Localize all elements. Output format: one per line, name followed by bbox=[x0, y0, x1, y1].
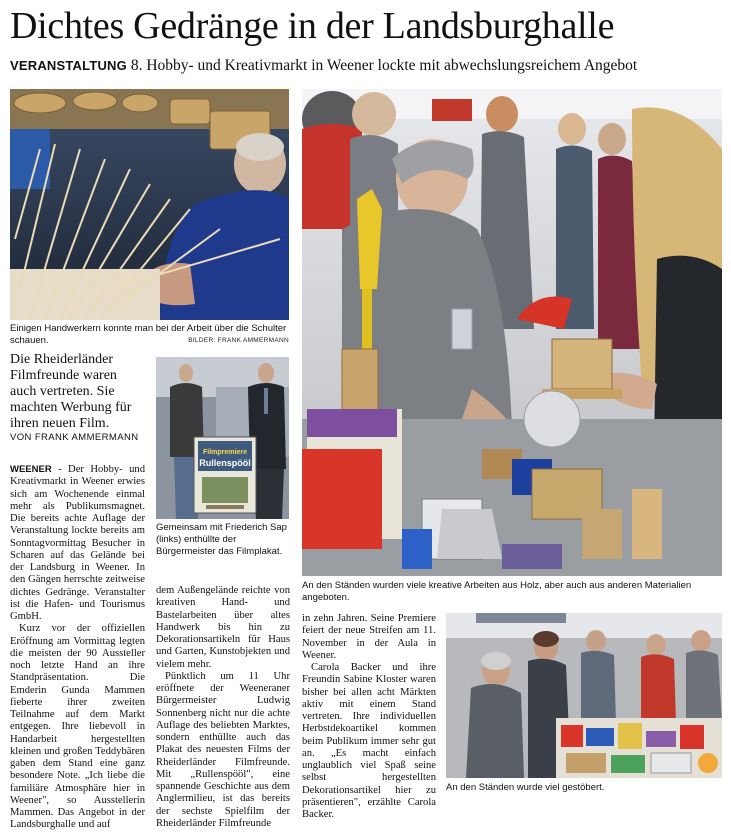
stands-photo bbox=[302, 89, 722, 576]
poster-photo bbox=[156, 357, 289, 519]
craftsman-photo bbox=[10, 89, 289, 320]
column-1-paragraph-1-text: - Der Hobby- und Kreativmarkt in Weener erwies sich am Wochenende einmal mehr als Publikumsmagnet. Die bereits achte Auflage der Veranstaltung lockte bereits am Sonntagvormittag Besucher in Scharen auf das Gelände bei der Landsburg in Weener. In den Gängen herrschte zeitweise dichtes Gedränge. Veranstalter ist die Hafen- und Tourismus GmbH. bbox=[10, 464, 145, 622]
article-intro: Die Rheiderländer Filmfreunde waren auch vertreten. Sie machten Werbung für ihren neuen Film. bbox=[10, 352, 132, 431]
poster-name-text: Rullenspööl bbox=[199, 458, 251, 468]
column-2-paragraph-2: Pünktlich um 11 Uhr eröffnete der Weeneraner Bürgermeister Ludwig Sonnenberg nicht nur die achte Auflage des beliebten Marktes, sondern enthüllte auch das Plakat des neuesten Films der Rheiderländer Filmfreunde. Mit „Rullenspööl", eine spannende Geschichte aus dem Anglermilieu, ist das bereits der sechste Spielfilm der Rheiderländer Filmfreunde bbox=[156, 670, 290, 829]
poster-caption: Gemeinsam mit Friederich Sap (links) enthüllte der Bürgermeister das Filmplakat. bbox=[156, 522, 287, 557]
article-column-1 bbox=[10, 464, 145, 832]
stands-caption: An den Ständen wurden viele kreative Arbeiten aus Holz, aber auch aus anderen Materialien angeboten. bbox=[302, 580, 692, 603]
article-column-2 bbox=[156, 585, 290, 830]
kicker-text: 8. Hobby- und Kreativmarkt in Weener lockte mit abwechslungsreichem Angebot bbox=[130, 57, 638, 74]
craftsman-caption: Einigen Handwerkern konnte man bei der Arbeit über die Schulter schauen. bbox=[10, 323, 287, 346]
photo-credit: BILDER: FRANK AMMERMANN bbox=[188, 337, 289, 344]
browsing-photo bbox=[446, 613, 722, 778]
column-3-paragraph-1: in zehn Jahren. Seine Premiere feiert der neue Streifen am 11. November in der Aula in Weener. bbox=[302, 613, 436, 661]
byline: VON FRANK AMMERMANN bbox=[10, 432, 139, 443]
column-3-paragraph-2: Carola Backer und ihre Freundin Sabine Kloster waren bisher bei allen acht Märkten aktiv mit einem Stand vertreten. Ihre individuellen Herbstdekoartikel kommen beim Publikum immer sehr gut an. „Es macht einfach unglaublich viel Spaß seine selbst hergestellten Dekorationsartikel hier zu präsentieren", erzählte Carola Backer. bbox=[302, 662, 436, 820]
kicker bbox=[10, 56, 722, 76]
article-column-3 bbox=[302, 613, 436, 821]
column-2-paragraph-1: dem Außengelände reichte von kreativen Hand- und Bastelarbeiten über altes Handwerk bis hin zu Dekorationsartikeln für Haus und Garten, Kunstobjekten und vielem mehr. bbox=[156, 585, 290, 670]
dateline: WEENER bbox=[10, 464, 52, 475]
browsing-caption: An den Ständen wurde viel gestöbert. bbox=[446, 782, 605, 793]
column-1-paragraph-2: Kurz vor der offiziellen Eröffnung am Vormittag legten die meisten der 90 Aussteller noch letzte Hand an ihre Standpräsentation. Die Emderin Gunda Mammen fieberte ihrer zweiten Teilnahme auf dem Markt entgegen. Ihre liebevoll in Handarbeit hergestellten kleinen und großen Teddybären gaben dem Stand eine ganz besondere Note. „Ich liebe die familiäre Atmosphäre hier in Weener", so Ausstellerin Mammen. Das Angebot in der Landsburghalle und auf bbox=[10, 623, 145, 831]
headline: Dichtes Gedränge in der Landsburghalle bbox=[10, 5, 615, 47]
poster-title-text: Filmpremiere bbox=[203, 449, 247, 456]
kicker-tag: VERANSTALTUNG bbox=[10, 58, 127, 73]
column-1-paragraph-1 bbox=[10, 464, 145, 623]
